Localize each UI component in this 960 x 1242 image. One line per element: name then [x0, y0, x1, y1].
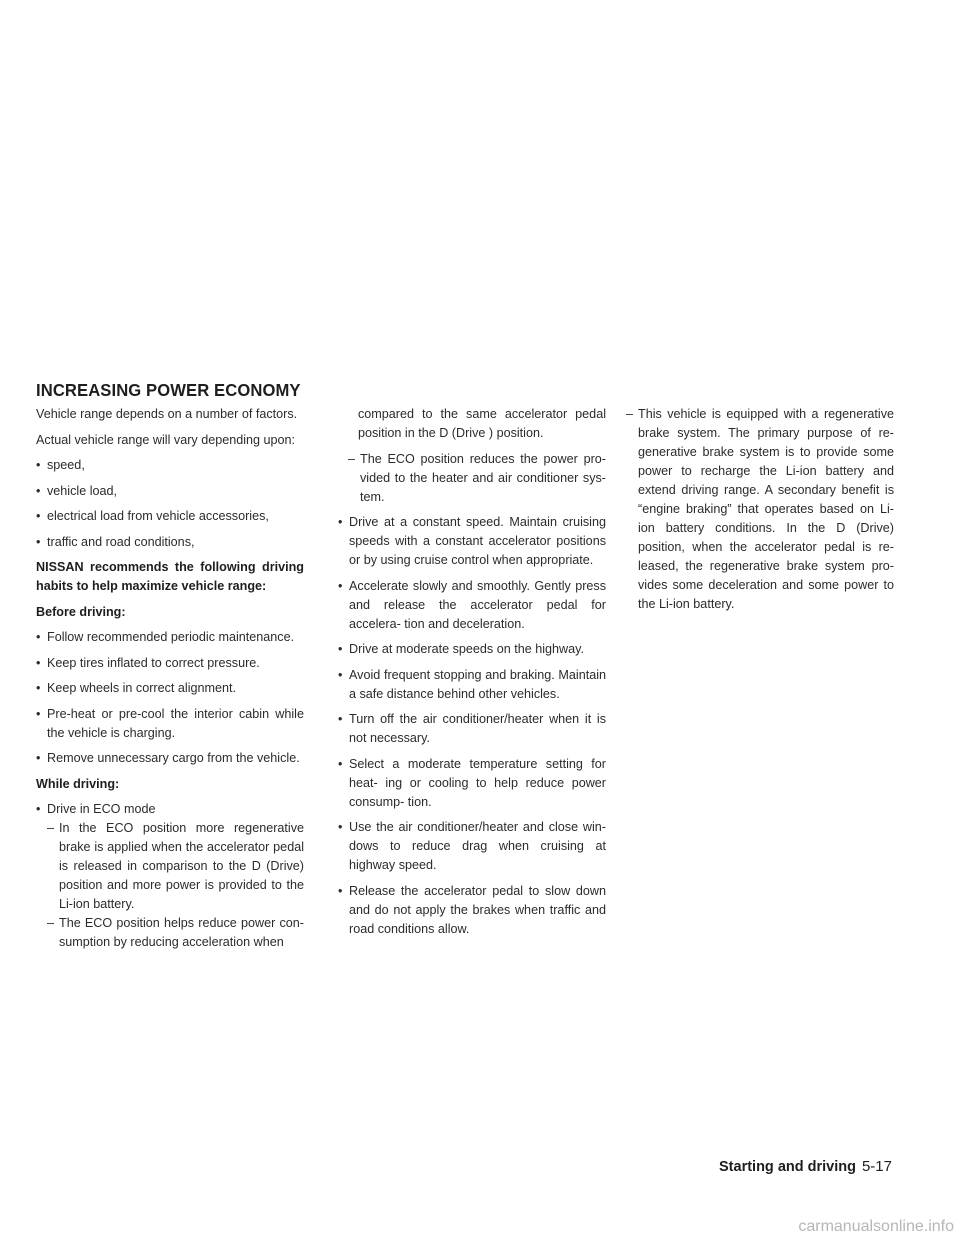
recommend-text: NISSAN recommends the following driving habits to help maximize vehicle range: — [36, 560, 304, 593]
page-number: 5-17 — [861, 1158, 892, 1175]
before-driving-list — [36, 628, 304, 768]
while-driving-list — [36, 800, 304, 952]
list-item: • Select a moderate temperature setting for heat- ing or cooling to help reduce power consump- tion. — [338, 755, 606, 812]
list-item: • Remove unnecessary cargo from the vehicle. — [36, 749, 304, 768]
column-3 — [626, 405, 894, 614]
eco-sublist-cont — [338, 450, 606, 507]
list-item: • speed, — [36, 456, 304, 475]
list-item — [36, 800, 304, 952]
list-item: • Release the accelerator pedal to slow down and do not apply the brakes when traffic and road conditions allow. — [338, 882, 606, 939]
list-item: • traffic and road conditions, — [36, 533, 304, 552]
regen-sublist — [626, 405, 894, 614]
factors-list — [36, 456, 304, 552]
column-1 — [36, 405, 304, 959]
footer-section-title: Starting and driving — [719, 1159, 856, 1175]
list-item: • Keep wheels in correct alignment. — [36, 679, 304, 698]
list-item: • Accelerate slowly and smoothly. Gently press and release the accelerator pedal for accelera- tion and deceleration. — [338, 577, 606, 634]
list-item: • electrical load from vehicle accessories, — [36, 507, 304, 526]
driving-tips-list — [338, 513, 606, 939]
list-item: • Use the air conditioner/heater and close win- dows to reduce drag when cruising at highway speed. — [338, 818, 606, 875]
section-heading: INCREASING POWER ECONOMY — [36, 380, 301, 400]
watermark: carmanualsonline.info — [798, 1218, 954, 1235]
list-item: • Drive at a constant speed. Maintain cruising speeds with a constant accelerator positions or by using cruise control when appropriate. — [338, 513, 606, 570]
sublist-item: – This vehicle is equipped with a regenerative brake system. The primary purpose of re- generative brake system is to provide some power to recharge the Li-ion battery and extend driving range. A secondary benefit is “engine braking” that operates based on Li-ion battery conditions. In the D (Drive) position, when the accelerator pedal is re- leased, the regenerative brake system pro- vides some deceleration and some power to the Li-ion battery. — [626, 405, 894, 614]
sublist-item: – The ECO position helps reduce power con- sumption by reducing acceleration when — [47, 914, 304, 952]
sublist-item: – In the ECO position more regenerative brake is applied when the accelerator pedal is released in comparison to the D (Drive) position and more power is provided to the Li-ion battery. — [47, 819, 304, 914]
intro-text: Actual vehicle range will vary depending upon: — [36, 432, 296, 447]
column-2 — [338, 405, 606, 945]
list-item: • vehicle load, — [36, 482, 304, 501]
page-footer — [719, 1158, 892, 1175]
eco-mode-label: Drive in ECO mode — [47, 802, 156, 816]
list-item: • Turn off the air conditioner/heater when it is not necessary. — [338, 710, 606, 748]
intro-text: Vehicle range depends on a number of factors. — [36, 407, 298, 421]
subheading-before-driving: Before driving: — [36, 604, 126, 619]
list-item: • Keep tires inflated to correct pressure. — [36, 654, 304, 673]
list-item: • Pre-heat or pre-cool the interior cabin while the vehicle is charging. — [36, 705, 304, 743]
eco-sublist — [47, 819, 304, 952]
list-item: • Avoid frequent stopping and braking. Maintain a safe distance behind other vehicles. — [338, 666, 606, 704]
sublist-item: – The ECO position reduces the power pro- vided to the heater and air conditioner sys- tem. — [338, 450, 606, 507]
list-item: • Follow recommended periodic maintenance. — [36, 628, 304, 647]
list-item: • Drive at moderate speeds on the highway. — [338, 640, 606, 659]
subheading-while-driving: While driving: — [36, 776, 120, 791]
continued-text: compared to the same accelerator pedal position in the D (Drive ) position. — [358, 407, 606, 440]
